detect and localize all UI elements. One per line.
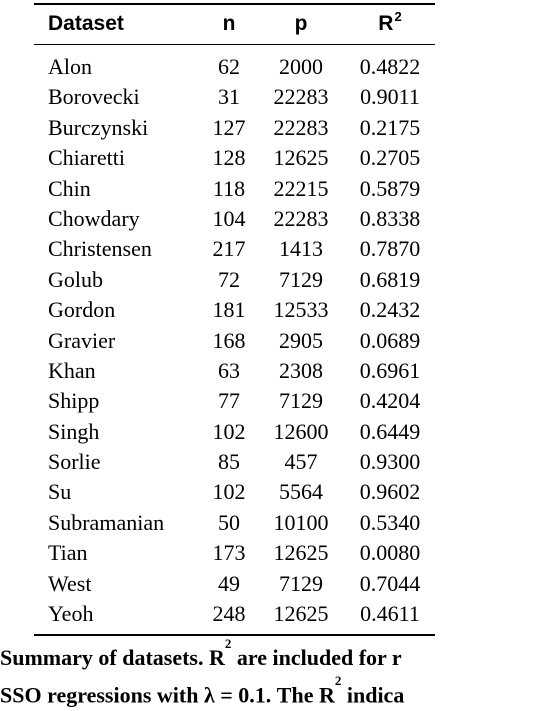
cell-r2: 0.9011 <box>360 84 420 110</box>
table-top-rule <box>34 3 435 5</box>
cell-p: 12600 <box>273 418 329 444</box>
header-r2-base: R <box>378 12 394 35</box>
caption-line2-start: SSO regressions with λ = 0.1. The R <box>0 682 335 708</box>
cell-p: 22283 <box>273 205 329 231</box>
caption-line2 <box>0 675 560 710</box>
cell-p: 7129 <box>279 570 323 596</box>
cell-n: 31 <box>218 84 240 110</box>
cell-r2: 0.7870 <box>359 236 421 262</box>
cell-r2: 0.2432 <box>359 297 421 323</box>
cell-dataset: Subramanian <box>48 509 165 535</box>
table-row <box>34 538 435 568</box>
cell-dataset: Su <box>48 479 72 505</box>
table-row <box>34 52 435 82</box>
cell-r2: 0.0689 <box>359 327 421 353</box>
table-row <box>34 82 435 112</box>
header-n: n <box>222 12 236 35</box>
table-row <box>34 569 435 599</box>
cell-p: 457 <box>284 449 318 475</box>
cell-n: 63 <box>218 357 240 383</box>
table-row <box>34 174 435 204</box>
table-row <box>34 447 435 477</box>
cell-r2: 0.2175 <box>359 114 421 140</box>
cell-dataset: Borovecki <box>48 84 140 110</box>
header-dataset: Dataset <box>48 12 124 35</box>
cell-p: 12533 <box>273 297 329 323</box>
cell-r2: 0.5340 <box>359 509 421 535</box>
cell-dataset: Chin <box>48 175 91 201</box>
cell-dataset: Singh <box>48 418 100 444</box>
cell-dataset: Chiaretti <box>48 145 125 171</box>
table-bottom-rule <box>34 634 435 636</box>
table-header-rule <box>34 44 435 45</box>
cell-n: 173 <box>212 540 246 566</box>
cell-n: 77 <box>218 388 240 414</box>
header-p: p <box>294 12 308 35</box>
cell-p: 7129 <box>279 388 323 414</box>
cell-r2: 0.4822 <box>359 54 421 79</box>
cell-dataset: Alon <box>48 54 92 79</box>
cell-dataset: Shipp <box>48 388 100 414</box>
cell-n: 248 <box>212 601 246 627</box>
cell-r2: 0.9300 <box>359 449 421 475</box>
cell-n: 50 <box>218 509 240 535</box>
caption-line1-superscript: 2 <box>224 636 232 651</box>
caption-line1-start: Summary of datasets. R <box>0 645 225 671</box>
table-row <box>34 234 435 264</box>
cell-n: 102 <box>212 479 246 505</box>
cell-dataset: West <box>48 570 92 596</box>
cell-p: 22283 <box>273 114 329 140</box>
cell-n: 181 <box>212 297 246 323</box>
cell-n: 85 <box>218 449 240 475</box>
cell-n: 118 <box>212 175 246 201</box>
table-row <box>34 417 435 447</box>
caption-line2-end: indica <box>341 682 405 708</box>
cell-n: 217 <box>212 236 246 262</box>
cell-p: 22215 <box>273 175 329 201</box>
table-row <box>34 113 435 143</box>
cell-dataset: Gordon <box>48 297 116 323</box>
cell-dataset: Khan <box>48 357 96 383</box>
table-caption <box>0 638 560 711</box>
cell-p: 2000 <box>279 54 323 79</box>
cell-dataset: Tian <box>48 540 88 566</box>
cell-p: 1413 <box>279 236 323 262</box>
cell-r2: 0.4611 <box>360 601 420 627</box>
cell-n: 128 <box>212 145 246 171</box>
table-body <box>34 52 435 629</box>
cell-r2: 0.8338 <box>359 205 421 231</box>
cell-p: 12625 <box>273 540 329 566</box>
cell-dataset: Golub <box>48 266 103 292</box>
cell-p: 2308 <box>279 357 323 383</box>
cell-dataset: Chowdary <box>48 205 140 231</box>
cell-r2: 0.7044 <box>359 570 421 596</box>
table-row <box>34 326 435 356</box>
table-row <box>34 508 435 538</box>
cell-r2: 0.6449 <box>359 418 421 444</box>
cell-r2: 0.4204 <box>359 388 421 414</box>
header-r2 <box>350 7 430 41</box>
cell-n: 168 <box>212 327 246 353</box>
table-row <box>34 143 435 173</box>
header-r2-superscript: 2 <box>394 8 402 24</box>
table-row <box>34 356 435 386</box>
cell-n: 102 <box>212 418 246 444</box>
table-row <box>34 477 435 507</box>
caption-line1-end: are included for r <box>231 645 402 671</box>
cell-p: 22283 <box>273 84 329 110</box>
cell-n: 104 <box>212 205 246 231</box>
cell-r2: 0.2705 <box>359 145 421 171</box>
cell-n: 72 <box>218 266 240 292</box>
cell-p: 10100 <box>273 509 329 535</box>
cell-p: 5564 <box>279 479 323 505</box>
cell-dataset: Christensen <box>48 236 152 262</box>
cell-r2: 0.9602 <box>359 479 421 505</box>
cell-dataset: Gravier <box>48 327 116 353</box>
table-row <box>34 204 435 234</box>
cell-p: 7129 <box>279 266 323 292</box>
cell-n: 49 <box>218 570 240 596</box>
caption-line1 <box>0 636 402 671</box>
cell-r2: 0.0080 <box>359 540 421 566</box>
cell-dataset: Burczynski <box>48 114 149 140</box>
cell-r2: 0.6819 <box>359 266 421 292</box>
cell-r2: 0.6961 <box>359 357 421 383</box>
cell-p: 12625 <box>273 601 329 627</box>
cell-n: 127 <box>212 114 246 140</box>
cell-p: 12625 <box>273 145 329 171</box>
cell-n: 62 <box>218 54 240 79</box>
table-row <box>34 386 435 416</box>
table-row <box>34 265 435 295</box>
table-row <box>34 599 435 629</box>
cell-p: 2905 <box>279 327 323 353</box>
cell-dataset: Yeoh <box>48 601 94 627</box>
cell-dataset: Sorlie <box>48 449 101 475</box>
caption-line2-superscript: 2 <box>334 673 342 689</box>
table-row <box>34 295 435 325</box>
cell-r2: 0.5879 <box>359 175 421 201</box>
